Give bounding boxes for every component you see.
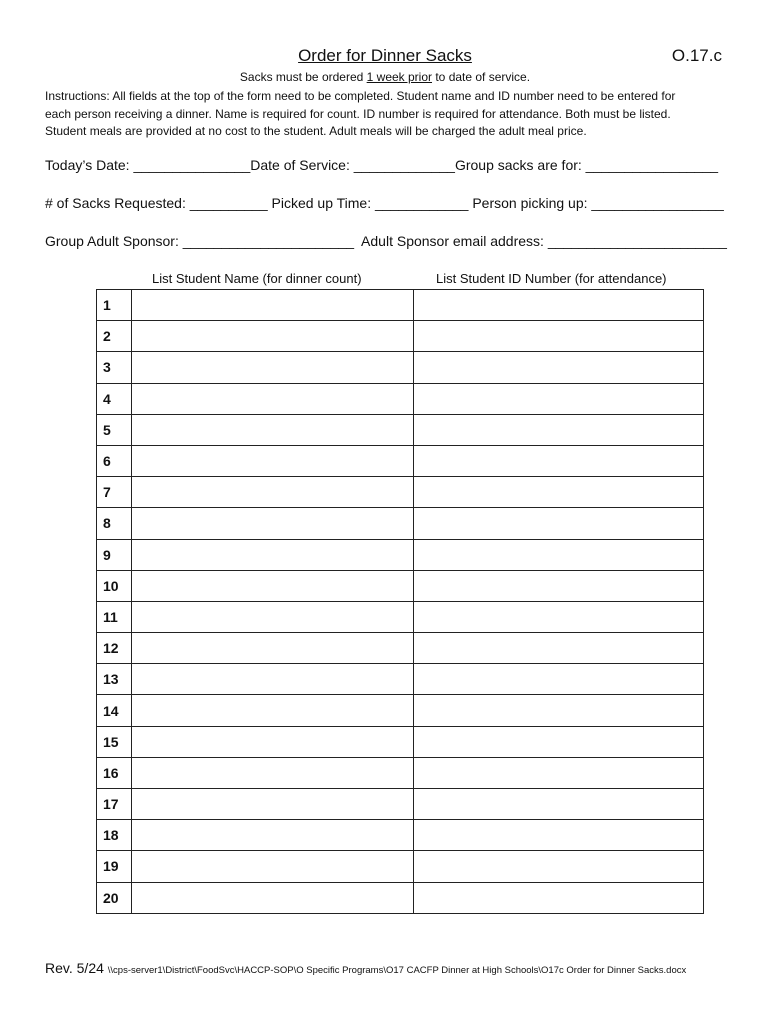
fields-row-dates[interactable]: Today’s Date: _______________Date of Service: _____________Group sacks are for: _________________ [45,157,719,173]
row-number: 18 [97,820,132,851]
row-number: 9 [97,539,132,570]
student-name-cell[interactable] [132,882,414,913]
subtitle-underlined: 1 week prior [366,70,433,84]
col-header-student-id: List Student ID Number (for attendance) [436,271,667,286]
student-name-cell[interactable] [132,851,414,882]
file-path: \\cps-server1\District\FoodSvc\HACCP-SOP\O Specific Programs\O17 CACFP Dinner at High Schools\O17c Order for Dinner Sacks.docx [107,965,687,976]
roster-body [97,290,704,914]
student-id-cell[interactable] [414,508,704,539]
student-id-cell[interactable] [414,695,704,726]
student-id-cell[interactable] [414,539,704,570]
student-name-cell[interactable] [132,508,414,539]
table-row [97,882,704,913]
subtitle-pre: Sacks must be ordered [239,70,367,84]
student-id-cell[interactable] [414,601,704,632]
student-id-cell[interactable] [414,757,704,788]
row-number: 20 [97,882,132,913]
student-id-cell[interactable] [414,820,704,851]
student-id-cell[interactable] [414,445,704,476]
row-number: 19 [97,851,132,882]
student-id-cell[interactable] [414,664,704,695]
table-row [97,352,704,383]
table-row [97,445,704,476]
table-row [97,321,704,352]
table-row [97,570,704,601]
student-name-cell[interactable] [132,477,414,508]
fields-row-sponsor[interactable]: Group Adult Sponsor: ______________________ Adult Sponsor email address: _______________________ [45,233,727,249]
student-name-cell[interactable] [132,601,414,632]
student-name-cell[interactable] [132,383,414,414]
student-id-cell[interactable] [414,290,704,321]
student-name-cell[interactable] [132,695,414,726]
table-row [97,726,704,757]
row-number: 5 [97,414,132,445]
row-number: 12 [97,633,132,664]
student-id-cell[interactable] [414,352,704,383]
instructions [45,88,735,141]
row-number: 1 [97,290,132,321]
roster-table [96,289,704,914]
student-id-cell[interactable] [414,726,704,757]
student-name-cell[interactable] [132,445,414,476]
row-number: 11 [97,601,132,632]
table-row [97,290,704,321]
table-row [97,695,704,726]
student-id-cell[interactable] [414,477,704,508]
row-number: 16 [97,757,132,788]
instructions-line: Instructions: All fields at the top of the form need to be completed. Student name and ID number need to be entered for [45,89,676,103]
form-code: O.17.c [671,46,722,65]
table-row [97,820,704,851]
revision-label: Rev. 5/24 [45,960,108,976]
student-id-cell[interactable] [414,789,704,820]
table-row [97,383,704,414]
student-id-cell[interactable] [414,570,704,601]
student-name-cell[interactable] [132,757,414,788]
row-number: 8 [97,508,132,539]
row-number: 6 [97,445,132,476]
student-name-cell[interactable] [132,633,414,664]
instructions-line: each person receiving a dinner. Name is required for count. ID number is required for attendance. Both must be listed. [45,106,671,121]
table-row [97,477,704,508]
table-row [97,414,704,445]
student-name-cell[interactable] [132,352,414,383]
table-row [97,601,704,632]
row-number: 3 [97,352,132,383]
student-id-cell[interactable] [414,321,704,352]
row-number: 14 [97,695,132,726]
student-name-cell[interactable] [132,664,414,695]
student-name-cell[interactable] [132,726,414,757]
row-number: 7 [97,477,132,508]
table-row [97,789,704,820]
student-name-cell[interactable] [132,539,414,570]
student-name-cell[interactable] [132,570,414,601]
student-id-cell[interactable] [414,383,704,414]
form-title: Order for Dinner Sacks [298,46,472,65]
row-number: 4 [97,383,132,414]
student-name-cell[interactable] [132,290,414,321]
student-id-cell[interactable] [414,414,704,445]
student-id-cell[interactable] [414,851,704,882]
col-header-student-name: List Student Name (for dinner count) [152,271,362,286]
fields-row-sacks[interactable]: # of Sacks Requested: __________ Picked up Time: ____________ Person picking up: _________________ [45,195,724,211]
student-name-cell[interactable] [132,321,414,352]
row-number: 17 [97,789,132,820]
row-number: 10 [97,570,132,601]
table-row [97,539,704,570]
table-row [97,633,704,664]
row-number: 13 [97,664,132,695]
row-number: 2 [97,321,132,352]
student-id-cell[interactable] [414,633,704,664]
student-name-cell[interactable] [132,820,414,851]
footer [45,960,686,976]
table-row [97,508,704,539]
table-row [97,757,704,788]
row-number: 15 [97,726,132,757]
instructions-line: Student meals are provided at no cost to the student. Adult meals will be charged the adult meal price. [45,124,587,138]
student-name-cell[interactable] [132,414,414,445]
form-subtitle [0,70,770,84]
table-row [97,851,704,882]
table-row [97,664,704,695]
student-name-cell[interactable] [132,789,414,820]
subtitle-post: to date of service. [432,70,531,84]
student-id-cell[interactable] [414,882,704,913]
